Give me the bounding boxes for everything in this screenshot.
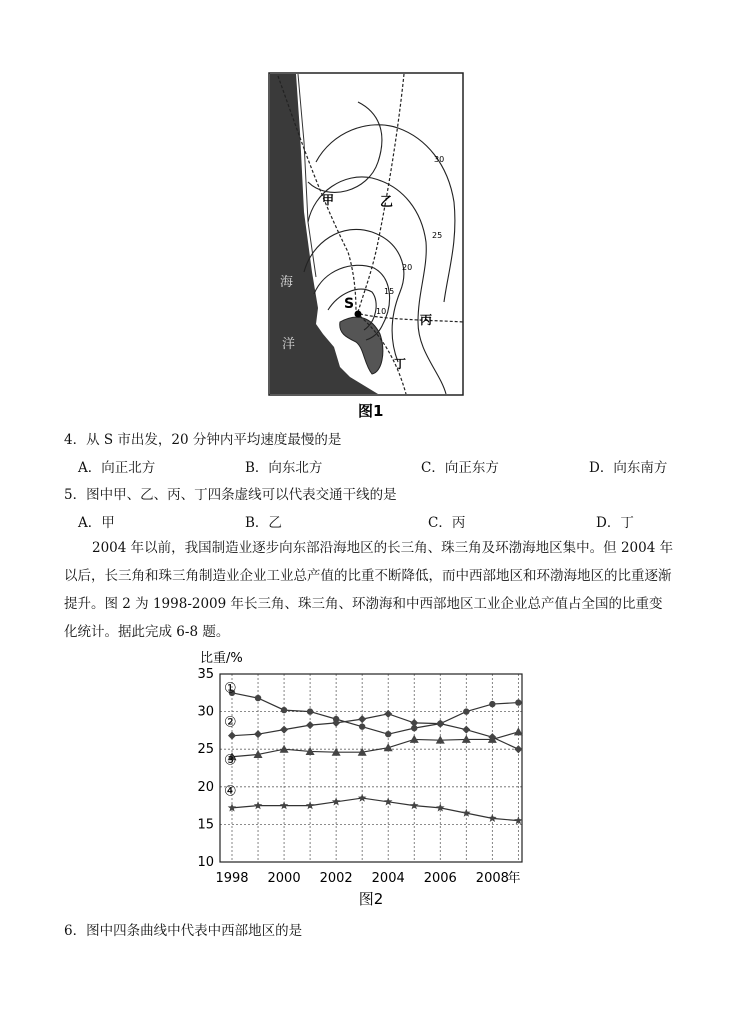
series-name-label: ④ [224, 783, 237, 800]
sea-label-2: 洋 [282, 337, 296, 352]
q4-option-d[interactable]: D．向东南方 [589, 460, 668, 476]
route-label-jia: 甲 [322, 193, 335, 207]
y-axis-label: 比重/% [200, 651, 243, 666]
q6-stem: 6．图中四条曲线中代表中西部地区的是 [64, 923, 303, 939]
q4-option-b[interactable]: B．向东北方 [245, 460, 323, 476]
contour-label-30: 30 [434, 155, 445, 164]
data-point-series-2 [254, 730, 262, 738]
x-tick-label: 2006 [423, 871, 457, 886]
route-label-yi: 乙 [380, 195, 394, 210]
q4-option-c[interactable]: C．向正东方 [421, 460, 499, 476]
data-point-series-1 [385, 731, 391, 737]
series-line-2 [232, 714, 518, 749]
data-point-series-1 [489, 701, 495, 707]
data-point-series-2 [228, 732, 236, 740]
y-tick-label: 15 [197, 817, 214, 833]
series-line-4 [232, 798, 518, 821]
data-point-series-2 [514, 745, 522, 753]
contour-label-20: 20 [402, 263, 413, 272]
y-tick-label: 35 [197, 667, 214, 682]
x-tick-label: 2004 [371, 871, 405, 886]
line-chart [190, 644, 535, 914]
x-tick-label: 2002 [319, 871, 353, 886]
data-point-series-4 [384, 797, 393, 805]
data-point-series-1 [515, 699, 521, 705]
q5-option-a[interactable]: A．甲 [78, 515, 115, 531]
chart-axes [220, 674, 522, 862]
q4-stem: 4．从 S 市出发，20 分钟内平均速度最慢的是 [64, 432, 342, 448]
data-point-series-4 [358, 794, 367, 802]
data-point-series-2 [462, 726, 470, 734]
y-tick-label: 30 [197, 704, 214, 720]
y-tick-label: 25 [197, 742, 214, 758]
x-unit-label: 年 [507, 871, 521, 886]
data-point-series-1 [307, 708, 313, 714]
data-point-series-1 [463, 708, 469, 714]
q5-stem: 5．图中甲、乙、丙、丁四条虚线可以代表交通干线的是 [64, 487, 397, 503]
plot-border [220, 674, 522, 862]
chart-labels [197, 651, 520, 908]
x-tick-label: 2008 [475, 871, 509, 886]
x-tick-label: 1998 [215, 871, 249, 886]
data-point-series-4 [332, 797, 341, 805]
chart-series [228, 690, 523, 825]
passage-text: 2004 年以前，我国制造业逐步向东部沿海地区的长三角、珠三角及环渤海地区集中。但 2004 年以后，长三角和珠三角制造业企业工业总产值的比重不断降低，而中西部地区和环渤海地区的比重逐渐提升。图 2 为 1998-2009 年长三角、珠三角、环渤海和中西部地区工业企业总产值占全国的比重变化统计。据此完成 6-8 题。 [64, 540, 674, 640]
route-label-ding: 丁 [394, 357, 407, 371]
data-point-series-1 [359, 723, 365, 729]
series-name-label: ① [224, 680, 237, 697]
sea-label-1: 海 [280, 275, 294, 290]
map-figure [268, 72, 466, 422]
data-point-series-4 [488, 814, 497, 822]
series-name-label: ③ [224, 752, 237, 769]
data-point-series-2 [358, 715, 366, 723]
y-tick-label: 20 [197, 779, 214, 795]
contour-label-25: 25 [432, 231, 443, 240]
data-point-series-3 [280, 745, 289, 753]
q5-option-b[interactable]: B．乙 [245, 515, 282, 531]
route-label-bing: 丙 [420, 313, 433, 327]
contour-label-15: 15 [384, 287, 395, 296]
map-caption: 图1 [358, 402, 384, 420]
q5-option-d[interactable]: D．丁 [596, 515, 634, 531]
y-tick-label: 10 [197, 855, 214, 870]
data-point-series-2 [410, 719, 418, 727]
q4-option-a[interactable]: A．向正北方 [78, 460, 156, 476]
data-point-series-1 [281, 707, 287, 713]
chart-caption: 图2 [358, 890, 384, 908]
contour-label-10: 10 [376, 307, 387, 316]
series-line-3 [232, 732, 518, 757]
passage [64, 534, 674, 646]
series-line-1 [232, 693, 518, 734]
city-s-marker [355, 311, 362, 318]
data-point-series-2 [436, 720, 444, 728]
chart-grid [220, 674, 522, 862]
q5-option-c[interactable]: C．丙 [428, 515, 466, 531]
data-point-series-2 [280, 726, 288, 734]
data-point-series-2 [306, 721, 314, 729]
city-label: S [344, 296, 355, 312]
series-name-label: ② [224, 714, 237, 731]
data-point-series-1 [255, 695, 261, 701]
data-point-series-2 [384, 710, 392, 718]
x-tick-label: 2000 [267, 871, 301, 886]
